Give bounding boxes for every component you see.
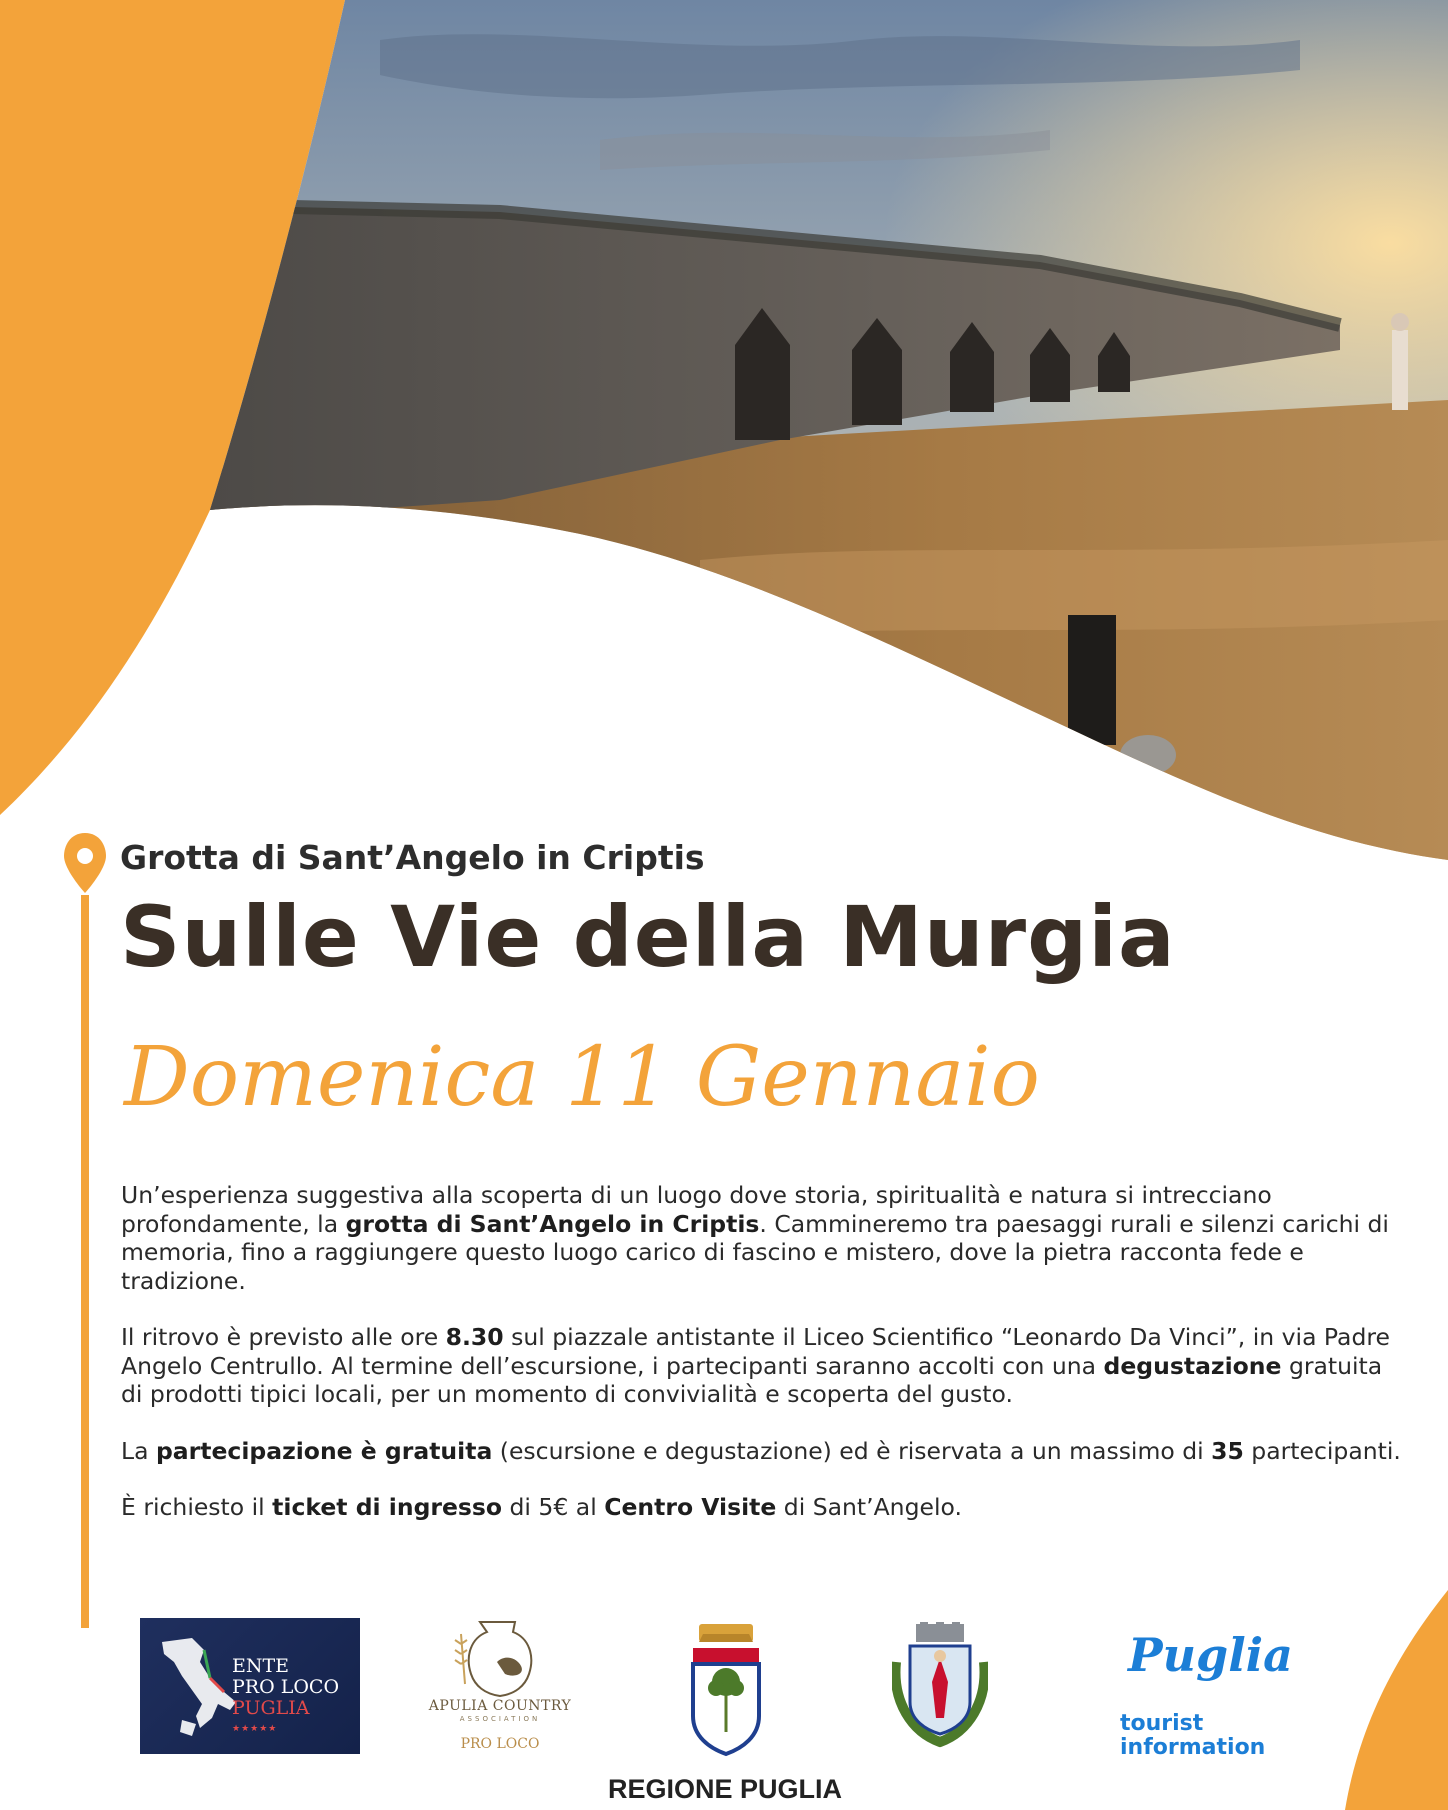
ente-pro-loco-text <box>232 1656 339 1740</box>
paragraph <box>121 1181 1411 1295</box>
location-pin-icon <box>64 833 106 893</box>
location-name: Grotta di Sant’Angelo in Criptis <box>120 838 705 877</box>
apulia-proloco: PRO LOCO <box>460 1736 540 1752</box>
bold-text: degustazione <box>1103 1351 1282 1380</box>
tourist-information-text <box>1120 1712 1265 1760</box>
text-run: partecipanti. <box>1243 1436 1401 1465</box>
bold-text: grotta di Sant’Angelo in Criptis <box>345 1209 760 1238</box>
regione-puglia-label: REGIONE PUGLIA <box>607 1774 843 1804</box>
text-run: Il ritrovo è previsto alle ore <box>121 1323 446 1351</box>
ente-stars: ★★★★★ <box>232 1724 278 1734</box>
municipal-crest-icon <box>892 1622 988 1750</box>
regione-crest-icon <box>685 1620 767 1760</box>
text-run: gratuita di prodotti tipici locali, per un momento di convivialità e scoperta del gusto. <box>121 1351 1383 1408</box>
amphora-icon <box>425 1614 575 1698</box>
paragraph <box>121 1437 1411 1466</box>
text-run: sul piazzale antistante il Liceo Scientifico “Leonardo Da Vinci”, in via Padre Angelo Centrullo. Al termine dell’escursione, i partecipanti saranno accolti con una <box>121 1323 1390 1380</box>
ente-line3: PUGLIA <box>232 1697 310 1719</box>
text-run: di Sant’Angelo. <box>776 1493 962 1521</box>
ente-pro-loco-logo <box>140 1618 360 1754</box>
bold-text: ticket di ingresso <box>272 1493 503 1521</box>
event-date: Domenica 11 Gennaio <box>124 1030 1040 1125</box>
ente-line2: PRO LOCO <box>232 1676 340 1698</box>
text-run: . Cammineremo tra paesaggi rurali e silenzi carichi di memoria, fino a raggiungere questo luogo carico di fascino e mistero, dove la pietra racconta fede e tradizione. <box>121 1209 1389 1295</box>
bold-text: 8.30 <box>445 1323 504 1351</box>
italy-map-icon <box>152 1632 242 1742</box>
event-title: Sulle Vie della Murgia <box>120 888 1176 986</box>
bold-text: 35 <box>1211 1436 1244 1465</box>
text-run: Un’esperienza suggestiva alla scoperta di un luogo dove storia, spiritualità e natura si intrecciano profondamente, la <box>121 1181 1272 1238</box>
paragraph <box>121 1493 1411 1522</box>
ente-line1: ENTE <box>232 1655 290 1677</box>
accent-vertical-line <box>81 895 89 1628</box>
puglia-tourist-info-logo <box>1110 1618 1293 1768</box>
apulia-name: APULIA COUNTRY <box>428 1698 572 1714</box>
event-description <box>121 1181 1411 1550</box>
text-run: È richiesto il <box>121 1493 273 1521</box>
apulia-country-logo <box>425 1614 575 1764</box>
text-run: La <box>121 1436 156 1465</box>
puglia-script: Puglia <box>1128 1628 1293 1682</box>
text-run: (escursione e degustazione) ed è riservata a un massimo di <box>492 1436 1212 1465</box>
bold-text: partecipazione è gratuita <box>155 1436 493 1465</box>
tourist-line: tourist <box>1120 1711 1204 1736</box>
bold-text: Centro Visite <box>604 1493 777 1521</box>
text-run: di 5€ al <box>502 1493 605 1521</box>
paragraph <box>121 1323 1411 1409</box>
apulia-association: ASSOCIATION <box>459 1715 541 1723</box>
information-line: information <box>1120 1735 1266 1760</box>
